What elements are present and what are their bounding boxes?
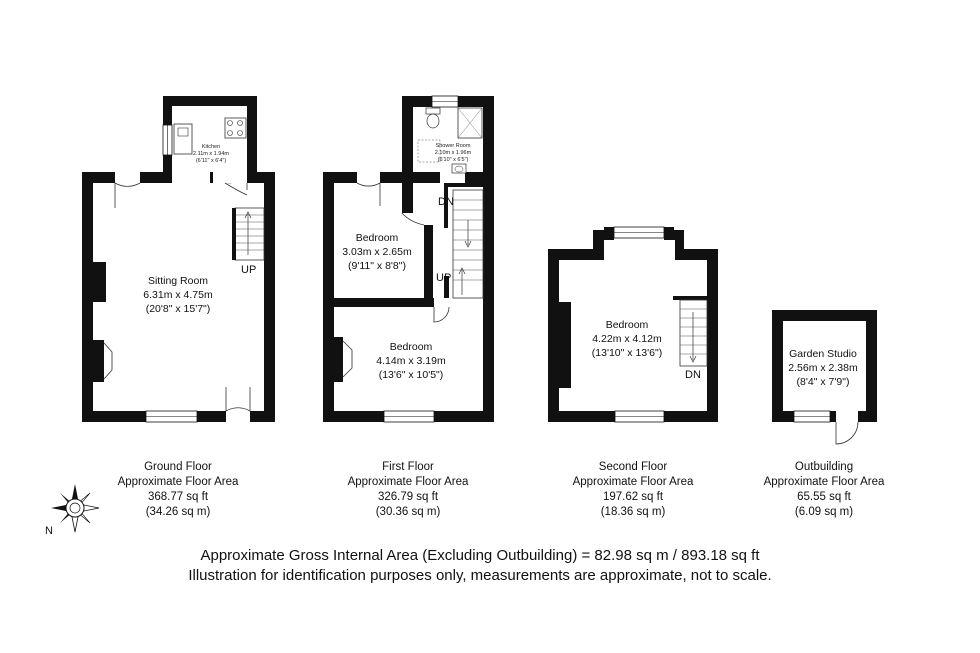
bedroom3-imperial: (13'10" x 13'6") [591,347,663,359]
floor-sqm: (18.36 sq m) [600,506,666,518]
basin [452,164,466,173]
bedroom2-name: Bedroom [389,341,433,353]
kitchen-metric: 2.11m x 1.94m [193,151,229,157]
floor-caption: Approximate Floor Area [763,476,885,488]
studio-imperial: (8'4" x 7'9") [796,376,850,388]
room-label-kitchen [193,144,229,164]
stairs-up-label-ground: UP [241,264,257,276]
room-label-bed1 [342,232,412,272]
floor-sqft: 326.79 sq ft [377,491,439,503]
studio-name: Garden Studio [789,348,857,360]
room-label-shower [435,143,472,163]
bedroom1-metric: 3.03m x 2.65m [342,246,412,258]
gross-area-text: Approximate Gross Internal Area (Excluding Outbuilding) = 82.98 sq m / 893.18 sq ft [200,547,760,564]
kitchen-name: Kitchen [201,144,221,150]
compass-rose-icon [51,484,99,532]
studio-metric: 2.56m x 2.38m [788,362,858,374]
shower-room-metric: 2.10m x 1.96m [434,150,472,156]
room-label-bed3 [592,319,662,359]
shower-room-name: Shower Room [435,143,471,149]
floor-sqft: 368.77 sq ft [147,491,209,503]
shower-room-imperial: (6'10" x 6'5") [437,157,469,163]
sitting-room-metric: 6.31m x 4.75m [143,289,213,301]
floor-name: First Floor [382,461,434,473]
floor-name: Outbuilding [794,461,854,473]
floor-sqft: 197.62 sq ft [602,491,664,503]
stairs-down-label-second: DN [685,369,701,381]
kitchen-counter [174,124,192,154]
floor-sqm: (30.36 sq m) [375,506,441,518]
toilet [426,108,440,114]
ground-floor-plan [82,96,275,422]
floor-caption: Approximate Floor Area [572,476,694,488]
bedroom2-metric: 4.14m x 3.19m [376,355,446,367]
sitting-room-imperial: (20'8" x 15'7") [145,303,211,315]
floor-sqft: 65.55 sq ft [797,491,851,503]
sitting-room-name: Sitting Room [147,275,209,287]
floor-sqm: (6.09 sq m) [794,506,854,518]
bedroom3-name: Bedroom [605,319,649,331]
floor-sqm: (34.26 sq m) [145,506,211,518]
floor-caption-outbuilding [764,461,885,518]
bedroom3-metric: 4.22m x 4.12m [592,333,662,345]
bedroom1-name: Bedroom [355,232,399,244]
stairs-up-label-first: UP [436,272,452,284]
room-label-sitting [143,275,213,315]
floor-caption: Approximate Floor Area [117,476,239,488]
floor-name: Ground Floor [144,461,212,473]
room-label-studio [788,348,858,388]
floor-caption-first [348,461,469,518]
chimney-breast [93,262,106,302]
room-label-bed2 [376,341,446,381]
floor-name: Second Floor [598,461,668,473]
disclaimer-text: Illustration for identification purposes only, measurements are approximate, not to scale. [188,567,772,584]
kitchen-imperial: (6'11" x 6'4") [195,158,227,164]
bedroom1-imperial: (9'11" x 8'8") [348,260,406,272]
stairs-down-label-first: DN [438,196,454,208]
stairs-ground [235,208,264,260]
stairs-second [680,300,707,366]
floor-caption: Approximate Floor Area [347,476,469,488]
floor-caption-ground [118,461,239,518]
bedroom2-imperial: (13'6" x 10'5") [378,369,444,381]
compass-north-label: N [45,525,53,537]
floor-caption-second [573,461,694,518]
